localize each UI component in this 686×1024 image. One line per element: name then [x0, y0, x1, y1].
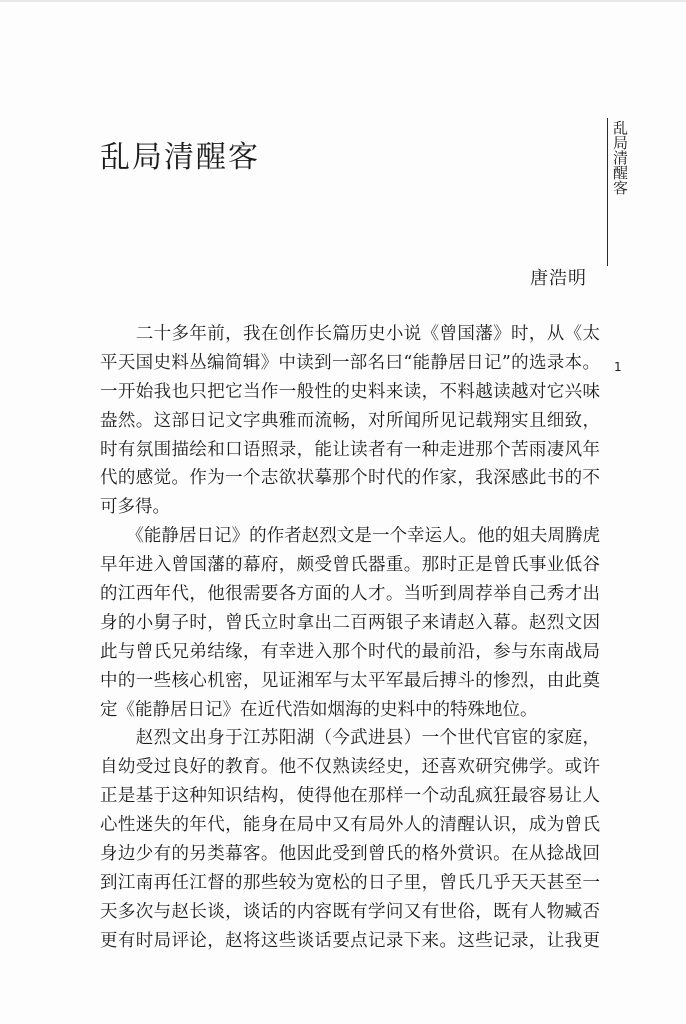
running-head: 乱局清醒客: [611, 120, 629, 195]
text-line: 时有氛围描绘和口语照录，能让读者有一种走进那个苦雨凄风年: [100, 439, 600, 460]
text-line: 身边少有的另类幕客。他因此受到曾氏的格外赏识。在从捻战回: [100, 844, 600, 865]
text-line: 二十多年前，我在创作长篇历史小说《曾国藩》时，从《太: [100, 324, 600, 344]
text-line: 早年进入曾国藩的幕府，颇受曾氏器重。那时正是曾氏事业低谷: [100, 555, 600, 576]
text-line: 身的小舅子时，曾氏立时拿出二百两银子来请赵入幕。赵烈文因: [100, 612, 600, 633]
text-line: 代的感觉。作为一个志欲状摹那个时代的作家，我深感此书的不: [100, 468, 600, 489]
text-line: 《能静居日记》的作者赵烈文是一个幸运人。他的姐夫周腾虎: [100, 526, 600, 547]
text-line: 定《能静居日记》在近代浩如烟海的史料中的特殊地位。: [100, 699, 538, 720]
paragraph: [100, 724, 600, 955]
text-line: 平天国史料丛编简辑》中读到一部名曰“能静居日记”的选录本。: [100, 352, 600, 373]
text-line: 一开始我也只把它当作一般性的史料来读，不料越读越对它兴味: [100, 381, 600, 402]
text-line: 的江西年代，他很需要各方面的人才。当听到周荐举自己秀才出: [100, 584, 600, 605]
text-line: 自幼受过良好的教育。他不仅熟读经史，还喜欢研究佛学。或许: [100, 757, 600, 778]
text-line: 正是基于这种知识结构，使得他在那样一个动乱疯狂最容易让人: [100, 786, 600, 807]
body-text: [100, 320, 600, 956]
page-number: 1: [614, 360, 622, 374]
text-line: 天多次与赵长谈，谈话的内容既有学问又有世俗，既有人物臧否: [100, 901, 600, 922]
text-line: 可多得。: [100, 497, 170, 518]
chapter-title: 乱局清醒客: [100, 140, 260, 176]
text-line: 盎然。这部日记文字典雅而流畅，对所闻所见记载翔实且细致，: [100, 410, 600, 431]
paragraph: [100, 522, 600, 724]
author-byline: 唐浩明: [530, 268, 587, 289]
text-line: 赵烈文出身于江苏阳湖（今武进县）一个世代官宦的家庭，: [100, 728, 600, 749]
text-line: 此与曾氏兄弟结缘，有幸进入那个时代的最前沿，参与东南战局: [100, 641, 600, 662]
running-head-rule: [607, 118, 608, 266]
paragraph: [100, 320, 600, 522]
text-line: 更有时局评论，赵将这些谈话要点记录下来。这些记录，让我更: [100, 930, 600, 951]
text-line: 心性迷失的年代，能身在局中又有局外人的清醒认识，成为曾氏: [100, 815, 600, 836]
page-top-edge: [0, 0, 686, 2]
text-line: 中的一些核心机密，见证湘军与太平军最后搏斗的惨烈，由此奠: [100, 670, 600, 691]
text-line: 到江南再任江督的那些较为宽松的日子里，曾氏几乎天天甚至一: [100, 872, 600, 893]
